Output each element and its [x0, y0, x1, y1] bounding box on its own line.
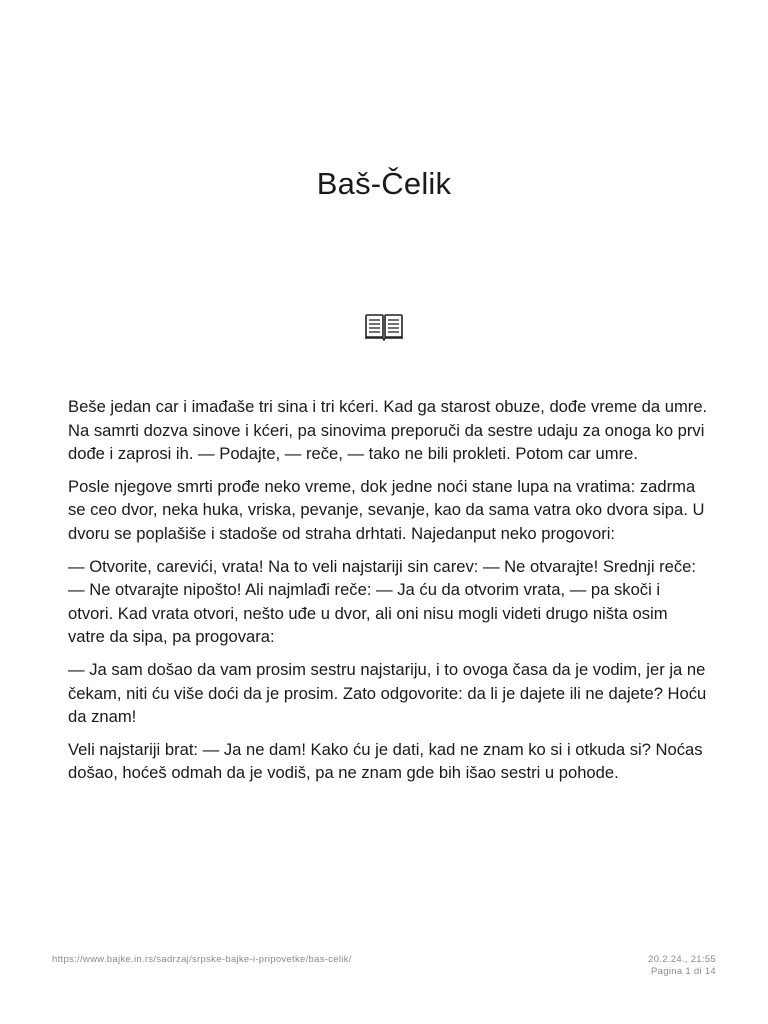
- paragraph: — Otvorite, carevići, vrata! Na to veli najstariji sin carev: — Ne otvarajte! Srednji reče: — Ne otvarajte nipošto! Ali najmlađi reče: — Ja ću da otvorim vrata, — pa skoči i otvori. Kad vrata otvori, nešto uđe u dvor, ali oni nisu mogli videti drugo ništa osim vatre da sipa, pa progovara:: [68, 556, 697, 647]
- paragraph: — Ja sam došao da vam prosim sestru najstariju, i to ovoga časa da je vodim, jer ja ne čekam, niti ću više doći da je prosim. Zato odgovorite: da li je dajete ili ne dajete? Hoću da znam!: [68, 659, 707, 727]
- page-title: Baš-Čelik: [316, 166, 452, 201]
- open-book-icon: [364, 312, 404, 342]
- footer-meta: [648, 954, 716, 978]
- paragraph: Posle njegove smrti prođe neko vreme, dok jedne noći stane lupa na vratima: zadrma se ceo dvor, neka huka, vriska, pevanje, sevanje, kao da sama vatra oko dvora sipa. U dvoru se poplašiše i stadoše od straha drhtati. Najedanput neko progovori:: [68, 476, 705, 543]
- article-body: [68, 395, 708, 794]
- paragraph: Beše jedan car i imađaše tri sina i tri kćeri. Kad ga starost obuze, dođe vreme da umre. Na samrti dozva sinove i kćeri, pa sinovima preporuči da sestre udaju za onoga ko prvi dođe i zaprosi ih. — Podajte, — reče, — tako ne bili prokleti. Potom car umre.: [68, 397, 708, 464]
- footer-url: https://www.bajke.in.rs/sadrzaj/srpske-bajke-i-pripovetke/bas-celik/: [52, 954, 352, 965]
- paragraph: Veli najstariji brat: — Ja ne dam! Kako ću je dati, kad ne znam ko si i otkuda si? Noćas došao, hoćeš odmah da je vodiš, pa ne znam gde bih išao sestri u pohode.: [68, 739, 703, 783]
- footer-page-number: Pagina 1 di 14: [651, 966, 716, 977]
- footer-datetime: 20.2.24., 21:55: [648, 954, 716, 965]
